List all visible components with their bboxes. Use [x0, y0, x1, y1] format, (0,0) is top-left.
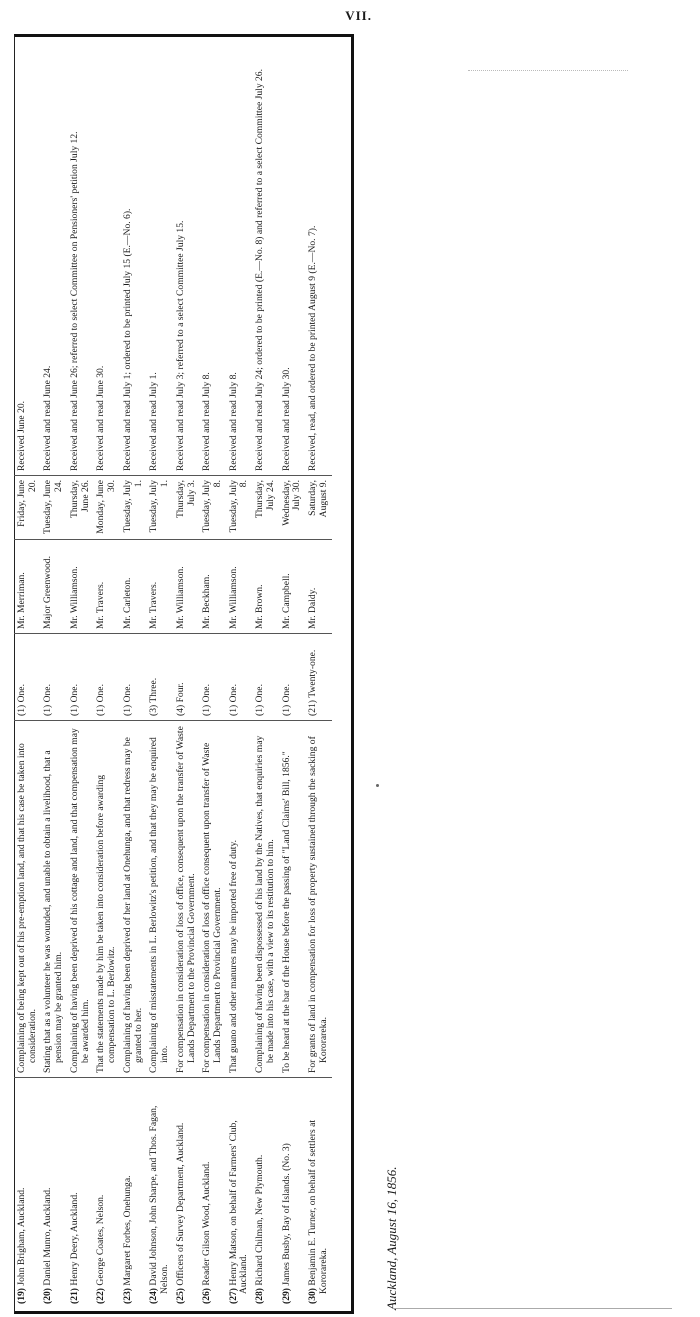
- petitioner-cell: [252, 1078, 278, 1309]
- date-cell: [226, 476, 252, 540]
- subject-cell: [120, 721, 146, 1078]
- remarks-cell: [226, 34, 252, 476]
- petitioner-cell: [120, 1078, 146, 1309]
- member-cell: [40, 540, 66, 634]
- subject-cell: [305, 721, 331, 1078]
- petition-row: [40, 34, 66, 1308]
- petition-number: (28): [254, 1288, 266, 1304]
- petitioner-name: Reader Gilson Wood, Auckland.: [201, 1161, 213, 1286]
- signatures-cell: [199, 634, 225, 721]
- petition-subject: Stating that as a volunteer he was wounded, and unable to obtain a livelihood, that a pension may be granted him.: [42, 750, 65, 1073]
- member-cell: [14, 540, 40, 634]
- member-cell: [305, 540, 331, 634]
- petition-member: Major Greenwood.: [42, 556, 54, 629]
- petitioner-cell: [67, 1078, 93, 1309]
- member-cell: [226, 540, 252, 634]
- petition-member: Mr. Williamson.: [174, 566, 186, 629]
- petition-subject: To be heard at the bar of the House before the passing of "Land Claims' Bill, 1856.": [280, 751, 292, 1073]
- petitioner-name: David Johnson, John Sharpe, and Thos. Fagan, Nelson.: [148, 1105, 171, 1294]
- petitioner-cell: [173, 1078, 199, 1309]
- petition-number: (30): [307, 1288, 319, 1304]
- petition-row: [67, 34, 93, 1308]
- date-cell: [67, 476, 93, 540]
- member-cell: [67, 540, 93, 634]
- petition-date: Tuesday, July 8.: [201, 480, 224, 533]
- petitioner-cell: [226, 1078, 252, 1309]
- signatures-cell: [252, 634, 278, 721]
- petition-date: Tuesday, July 1.: [148, 480, 171, 533]
- petition-member: Mr. Daldy.: [307, 587, 319, 629]
- date-cell: [252, 476, 278, 540]
- petition-signatures: (4) Four.: [174, 682, 186, 716]
- petition-signatures: (1) One.: [42, 684, 54, 716]
- petition-number: (19): [16, 1288, 27, 1304]
- petition-number: (29): [280, 1288, 292, 1304]
- petition-remarks: Received and read July 8.: [227, 372, 239, 471]
- date-cell: [173, 476, 199, 540]
- member-cell: [173, 540, 199, 634]
- signatures-cell: [93, 634, 119, 721]
- petition-remarks: Received and read July 3; referred to a select Committee July 15.: [174, 220, 186, 471]
- petition-subject: That the statements made by him be taken into consideration before awarding compensation to L. Berlowitz.: [95, 774, 118, 1073]
- petition-number: (20): [42, 1288, 54, 1304]
- page-number: VII.: [345, 8, 372, 23]
- petition-subject: For compensation in consideration of loss of office, consequent upon the transfer of Waste Lands Department to the Provincial Government.: [174, 726, 197, 1073]
- petition-date: Thursday, July 3.: [174, 480, 197, 519]
- date-cell: [93, 476, 119, 540]
- petition-subject: Complaining of misstatements in L. Berlowitz's petition, and that they may be enquired into.: [148, 737, 171, 1073]
- subject-cell: [146, 721, 172, 1078]
- petitions-table-rotated: [14, 34, 350, 1308]
- date-cell: [146, 476, 172, 540]
- petition-remarks: Received and read June 24.: [42, 365, 54, 471]
- petitioner-cell: [199, 1078, 225, 1309]
- petition-remarks: Received and read June 26; referred to select Committee on Pensioners' petition July 12.: [68, 131, 80, 471]
- member-cell: [146, 540, 172, 634]
- petition-row: [146, 34, 172, 1308]
- petition-member: Mr. Carleton.: [121, 577, 133, 629]
- signature-block: [384, 1166, 404, 1310]
- petitioner-name: James Busby, Bay of Islands. (No. 3): [280, 1143, 292, 1286]
- remarks-cell: [305, 34, 331, 476]
- signatures-cell: [40, 634, 66, 721]
- petitioner-name: Margaret Forbes, Onehunga.: [121, 1175, 133, 1286]
- petition-member: Mr. Travers.: [95, 581, 107, 629]
- signatures-cell: [14, 634, 40, 721]
- petition-subject: For grants of land in compensation for loss of property sustained through the sacking of Kororareka.: [307, 736, 329, 1073]
- petitioner-name: Officers of Survey Department, Auckland.: [174, 1122, 186, 1286]
- petitioner-name: Richard Chilman, New Plymouth.: [254, 1154, 266, 1286]
- petition-subject: Complaining of having been dispossessed of his land by the Natives, that enquiries may be made into his case, with a view to its restitution to him.: [254, 735, 276, 1073]
- remarks-cell: [173, 34, 199, 476]
- petition-date: Tuesday, July 1.: [121, 480, 144, 533]
- petition-date: Thursday, June 26.: [68, 480, 91, 519]
- petition-member: Mr. Travers.: [148, 581, 160, 629]
- petitioner-name: Henry Deery, Auckland.: [68, 1192, 80, 1286]
- remarks-cell: [67, 34, 93, 476]
- member-cell: [252, 540, 278, 634]
- member-cell: [199, 540, 225, 634]
- petition-member: Mr. Brown.: [254, 584, 266, 629]
- petition-row: [199, 34, 225, 1308]
- remarks-cell: [146, 34, 172, 476]
- bottom-rule: [392, 1308, 672, 1309]
- petitioner-name: Daniel Munro, Auckland.: [42, 1187, 54, 1286]
- member-cell: [120, 540, 146, 634]
- petitioner-cell: [93, 1078, 119, 1309]
- margin-mark: [468, 70, 628, 83]
- date-cell: [305, 476, 331, 540]
- petitioner-cell: [146, 1078, 172, 1309]
- petitioner-cell: [14, 1078, 40, 1309]
- signatures-cell: [67, 634, 93, 721]
- petitioner-name: George Coates, Nelson.: [95, 1194, 107, 1286]
- petition-remarks: Received and read July 1.: [148, 372, 160, 471]
- petition-subject: Complaining of having been deprived of his cottage and land, and that compensation may be awarded him.: [68, 728, 91, 1073]
- petition-date: Monday, June 30.: [95, 480, 118, 534]
- petition-signatures: (1) One.: [16, 684, 27, 716]
- petition-signatures: (21) Twenty-one.: [307, 649, 319, 716]
- petition-remarks: Received, read, and ordered to be printed August 9 (E.—No. 7).: [307, 225, 319, 471]
- petition-number: (22): [95, 1288, 107, 1304]
- petitioner-cell: [305, 1078, 331, 1309]
- petition-remarks: Received and read July 8.: [201, 372, 213, 471]
- subject-cell: [226, 721, 252, 1078]
- remarks-cell: [252, 34, 278, 476]
- petition-date: Wednesday, July 30.: [280, 480, 303, 526]
- petition-remarks: Received June 20.: [16, 400, 27, 471]
- petitioner-name: Henry Matson, on behalf of Farmers' Club, Auckland.: [227, 1120, 250, 1294]
- place-date-signature: Auckland, August 16, 1856.: [384, 1166, 399, 1310]
- petition-row: [305, 34, 331, 1308]
- date-cell: [40, 476, 66, 540]
- remarks-cell: [40, 34, 66, 476]
- petitioner-name: John Brigham, Auckland.: [16, 1187, 27, 1286]
- petition-signatures: (1) One.: [95, 684, 107, 716]
- subject-cell: [173, 721, 199, 1078]
- signatures-cell: [146, 634, 172, 721]
- petitioner-cell: [40, 1078, 66, 1309]
- petition-signatures: (1) One.: [201, 684, 213, 716]
- petition-subject: Complaining of having been deprived of her land at Onehunga, and that redress may be granted to her.: [121, 737, 144, 1073]
- petition-signatures: (1) One.: [68, 684, 80, 716]
- petition-remarks: Received and read July 1; ordered to be printed July 15 (E.—No. 6).: [121, 208, 133, 471]
- petition-row: [173, 34, 199, 1308]
- petition-subject: Complaining of being kept out of his pre-emption land, and that his case be taken into consideration.: [16, 743, 38, 1073]
- ink-dot: [376, 784, 379, 787]
- signatures-cell: [173, 634, 199, 721]
- subject-cell: [40, 721, 66, 1078]
- petition-member: Mr. Beckham.: [201, 574, 213, 629]
- remarks-cell: [120, 34, 146, 476]
- petition-row: [226, 34, 252, 1308]
- petition-date: Saturday, August 9.: [307, 480, 329, 518]
- subject-cell: [93, 721, 119, 1078]
- petition-signatures: (3) Three.: [148, 677, 160, 716]
- petition-row: [279, 34, 305, 1308]
- member-cell: [279, 540, 305, 634]
- subject-cell: [252, 721, 278, 1078]
- petition-row: [252, 34, 278, 1308]
- petition-subject: That guano and other manures may be imported free of duty.: [227, 839, 239, 1073]
- petition-number: (25): [174, 1288, 186, 1304]
- petitions-table-body: [14, 34, 332, 1308]
- petition-member: Mr. Williamson.: [227, 566, 239, 629]
- petition-number: (24): [148, 1288, 160, 1304]
- signatures-cell: [226, 634, 252, 721]
- subject-cell: [279, 721, 305, 1078]
- petition-remarks: Received and read July 30.: [280, 367, 292, 471]
- petition-signatures: (1) One.: [254, 684, 266, 716]
- petition-number: (27): [227, 1288, 239, 1304]
- member-cell: [93, 540, 119, 634]
- petition-remarks: Received and read June 30.: [95, 365, 107, 471]
- petition-number: (23): [121, 1288, 133, 1304]
- petition-date: Tuesday, July 8.: [227, 480, 250, 533]
- petitions-table: [14, 34, 332, 1308]
- petition-subject: For compensation in consideration of loss of office consequent upon transfer of Waste Lands Department to Provincial Government.: [201, 742, 224, 1073]
- petition-signatures: (1) One.: [121, 684, 133, 716]
- signatures-cell: [279, 634, 305, 721]
- remarks-cell: [279, 34, 305, 476]
- petition-row: [120, 34, 146, 1308]
- petition-remarks: Received and read July 24; ordered to be printed (E.—No. 8) and referred to a select Committee July 26.: [254, 68, 266, 471]
- petition-number: (21): [68, 1288, 80, 1304]
- petition-member: Mr. Merriman.: [16, 572, 27, 629]
- petition-row: [93, 34, 119, 1308]
- date-cell: [14, 476, 40, 540]
- petition-date: Tuesday, June 24.: [42, 480, 65, 534]
- petition-signatures: (1) One.: [227, 684, 239, 716]
- petition-signatures: (1) One.: [280, 684, 292, 716]
- petitioner-cell: [279, 1078, 305, 1309]
- date-cell: [120, 476, 146, 540]
- petition-date: Thursday, July 24.: [254, 480, 276, 519]
- petition-row: [14, 34, 40, 1308]
- petition-date: Friday, June 20.: [16, 480, 38, 527]
- subject-cell: [14, 721, 40, 1078]
- signatures-cell: [120, 634, 146, 721]
- petitioner-name: Benjamin E. Turner, on behalf of settlers at Kororareka.: [307, 1120, 329, 1294]
- subject-cell: [199, 721, 225, 1078]
- petition-member: Mr. Campbell.: [280, 573, 292, 629]
- date-cell: [199, 476, 225, 540]
- subject-cell: [67, 721, 93, 1078]
- remarks-cell: [199, 34, 225, 476]
- petition-member: Mr. Williamson.: [68, 566, 80, 629]
- remarks-cell: [14, 34, 40, 476]
- remarks-cell: [93, 34, 119, 476]
- petition-number: (26): [201, 1288, 213, 1304]
- date-cell: [279, 476, 305, 540]
- signatures-cell: [305, 634, 331, 721]
